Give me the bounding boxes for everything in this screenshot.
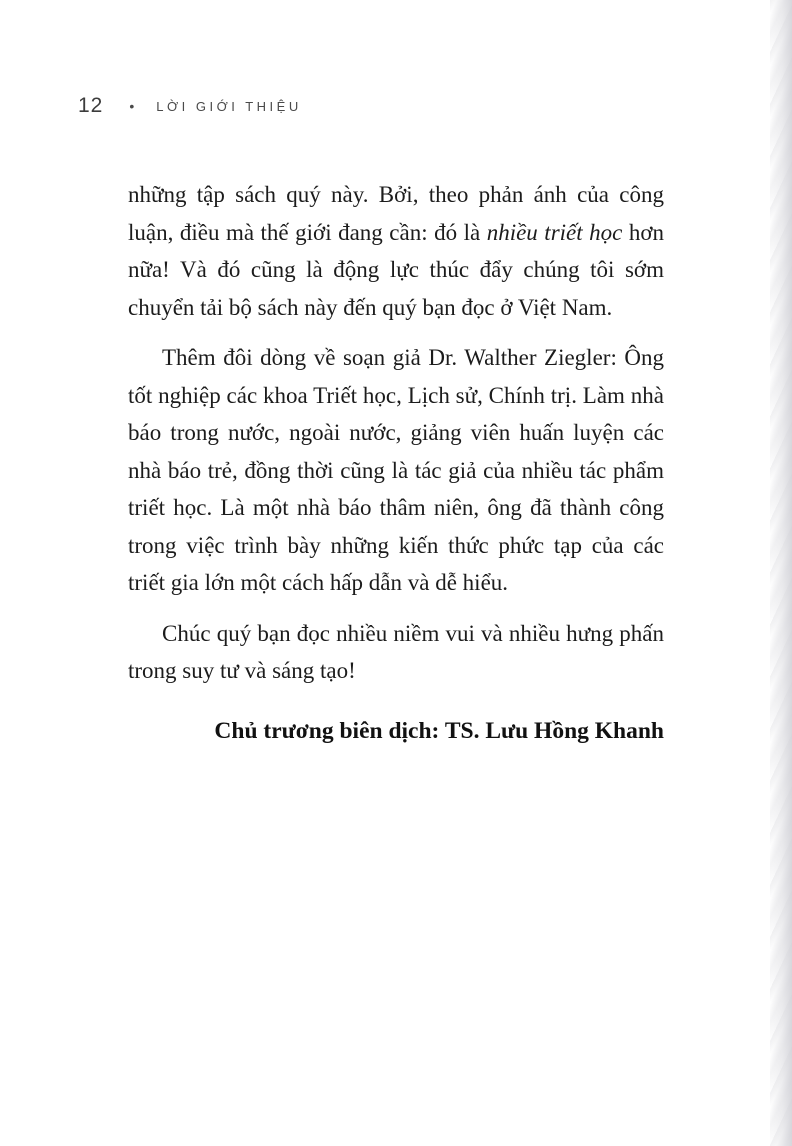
paragraph-3: Chúc quý bạn đọc nhiều niềm vui và nhiều hưng phấn trong suy tư và sáng tạo!	[128, 620, 664, 683]
chapter-title: LỜI GIỚI THIỆU	[156, 98, 302, 114]
bullet-separator: •	[129, 98, 135, 114]
paragraph-1-text-continued: hơn nữa! Và đó cũng là động lực thúc đẩy chúng tôi sớm chuyển tải bộ sách này đến quý bạn đọc ở Việt Nam.	[128, 219, 665, 320]
paragraph-2: Thêm đôi dòng về soạn giả Dr. Walther Ziegler: Ông tốt nghiệp các khoa Triết học, Lịch sử, Chính trị. Làm nhà báo trong nước, ngoài nước, giảng viên huấn luyện các nhà báo trẻ, đồng thời cũng là tác giả của nhiều tác phẩm triết học. Là một nhà báo thâm niên, ông đã thành công trong việc trình bày những kiến thức phức tạp của các triết gia lớn một cách hấp dẫn và dễ hiểu.	[128, 345, 664, 595]
running-header	[78, 94, 302, 118]
credit-line: Chủ trương biên dịch: TS. Lưu Hồng Khanh	[214, 717, 664, 744]
paragraph-1	[128, 176, 664, 326]
paragraph-1-italic: nhiều triết học	[486, 219, 623, 245]
body-text	[128, 176, 664, 750]
page-edge-texture	[770, 0, 792, 1146]
page-number: 12	[78, 94, 104, 117]
paragraph-1-text: những tập sách quý này. Bởi, theo phản ánh của công luận, điều mà thế giới đang cần: đó là	[128, 182, 664, 245]
